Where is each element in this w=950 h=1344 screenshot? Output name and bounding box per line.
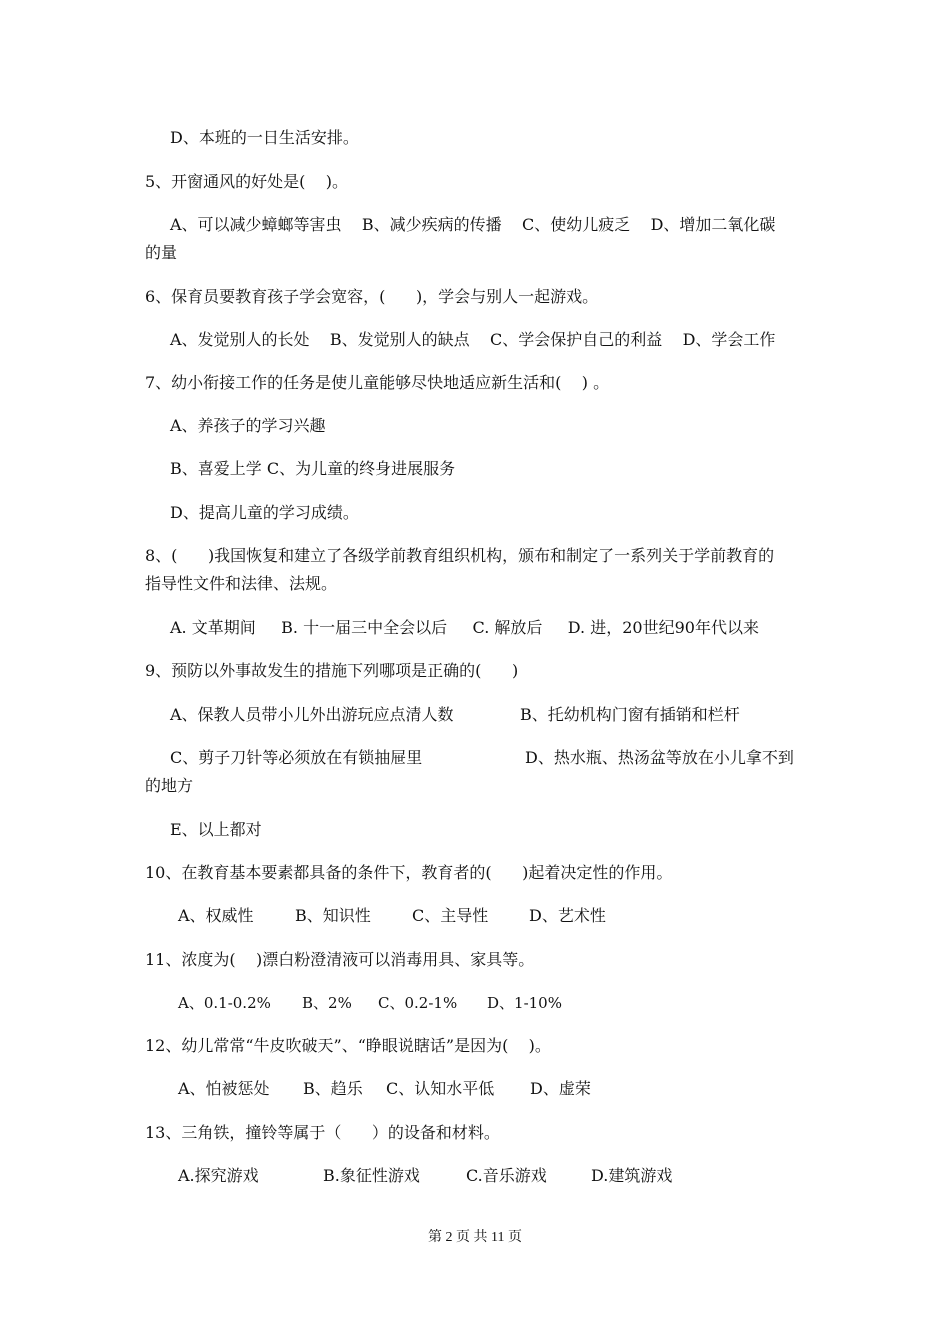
q9-option-e: E、以上都对 [170, 820, 262, 839]
q6-options: A、发觉别人的长处 B、发觉别人的缺点 C、学会保护自己的利益 D、学会工作 [170, 330, 776, 349]
q13-option-a: A.探究游戏 [178, 1166, 259, 1185]
q9-option-d: D、热水瓶、热汤盆等放在小儿拿不到 [525, 748, 794, 767]
q7-option-bc: B、喜爱上学 C、为儿童的终身进展服务 [170, 459, 456, 478]
q12-option-c: C、认知水平低 [386, 1079, 495, 1098]
q11-option-d: D、1-10% [487, 994, 562, 1012]
q7-option-a: A、养孩子的学习兴趣 [170, 416, 326, 435]
q10-stem: 10、在教育基本要素都具备的条件下，教育者的( )起着决定性的作用。 [145, 863, 673, 882]
q10-option-d: D、艺术性 [529, 906, 606, 925]
q9-option-d-continued: 的地方 [145, 776, 194, 795]
q11-option-c: C、0.2-1% [378, 994, 458, 1012]
q13-option-c: C.音乐游戏 [466, 1166, 547, 1185]
q12-option-b: B、趋乐 [303, 1079, 363, 1098]
q10-option-b: B、知识性 [295, 906, 371, 925]
q5-options-continued: 的量 [145, 243, 178, 262]
q4-option-d: D、本班的一日生活安排。 [170, 128, 359, 147]
q10-option-a: A、权威性 [178, 906, 254, 925]
q12-stem: 12、幼儿常常“牛皮吹破天”、“睁眼说瞎话”是因为( )。 [145, 1036, 551, 1055]
q10-option-c: C、主导性 [412, 906, 489, 925]
q11-option-b: B、2% [302, 994, 352, 1012]
q8-options: A. 文革期间 B. 十一届三中全会以后 C. 解放后 D. 进，20世纪90年代以来 [170, 618, 759, 637]
q9-option-b: B、托幼机构门窗有插销和栏杆 [520, 705, 740, 724]
q12-option-d: D、虚荣 [530, 1079, 591, 1098]
q6-stem: 6、保育员要教育孩子学会宽容，( )，学会与别人一起游戏。 [145, 287, 599, 306]
q9-option-a: A、保教人员带小儿外出游玩应点清人数 [170, 705, 454, 724]
q9-option-c: C、剪子刀针等必须放在有锁抽屉里 [170, 748, 423, 767]
q11-stem: 11、浓度为( )漂白粉澄清液可以消毒用具、家具等。 [145, 950, 535, 969]
q8-stem-continued: 指导性文件和法律、法规。 [145, 574, 338, 593]
q12-option-a: A、怕被惩处 [178, 1079, 270, 1098]
q11-option-a: A、0.1-0.2% [178, 994, 271, 1012]
q9-stem: 9、预防以外事故发生的措施下列哪项是正确的( ) [145, 661, 519, 680]
q13-stem: 13、三角铁，撞铃等属于（ ）的设备和材料。 [145, 1123, 500, 1142]
q5-options: A、可以减少蟑螂等害虫 B、减少疾病的传播 C、使幼儿疲乏 D、增加二氧化碳 [170, 215, 776, 234]
q8-stem: 8、( )我国恢复和建立了各级学前教育组织机构，颁布和制定了一系列关于学前教育的 [145, 546, 775, 565]
q7-stem: 7、幼小衔接工作的任务是使儿童能够尽快地适应新生活和( ) 。 [145, 373, 610, 392]
q7-option-d: D、提高儿童的学习成绩。 [170, 503, 359, 522]
q13-option-b: B.象征性游戏 [323, 1166, 420, 1185]
page-footer: 第 2 页 共 11 页 [428, 1230, 522, 1245]
q5-stem: 5、开窗通风的好处是( )。 [145, 172, 349, 191]
q13-option-d: D.建筑游戏 [591, 1166, 673, 1185]
